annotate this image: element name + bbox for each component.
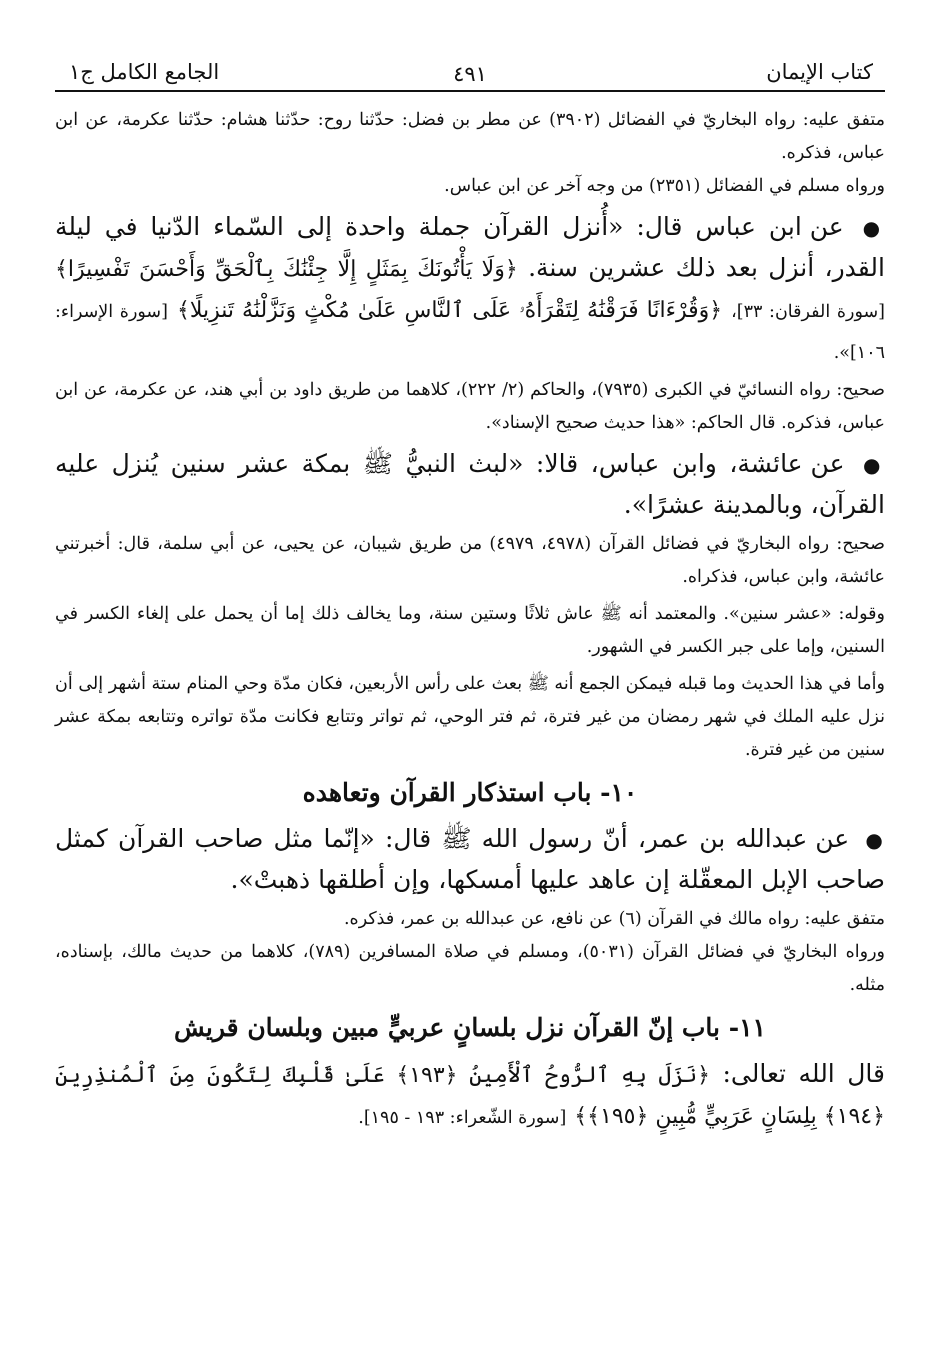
bullet-icon: ● <box>862 216 886 240</box>
intro-text: قال الله تعالى: <box>722 1059 885 1088</box>
quran-verse: ﴿نَزَلَ بِهِ ٱلرُّوحُ ٱلْأَمِينُ ﴿١٩٣﴾ عَلَىٰ قَلْبِكَ لِتَكُونَ مِنَ ٱلْمُنذِرِينَ ﴿١٩٤﴾ بِلِسَانٍ عَرَبِيٍّ مُّبِينٍ ﴿١٩٥﴾﴾ <box>55 1063 885 1129</box>
chapter-heading: ١٠- باب استذكار القرآن وتعاهده <box>302 778 638 807</box>
quran-verse: ﴿وَلَا يَأْتُونَكَ بِمَثَلٍ إِلَّا جِئْنَٰكَ بِٱلْحَقِّ وَأَحْسَنَ تَفْسِيرًا﴾ <box>55 257 518 282</box>
book-title: الجامع الكامل ج١ <box>69 60 220 84</box>
takhrij-note: متفق عليه: رواه البخاريّ في الفضائل (٣٩٠٢) عن مطر بن فضل: حدّثنا روح: حدّثنا هشام: حدّثنا عكرمة، عن ابن عباس، فذكره. <box>55 110 885 163</box>
quran-paragraph <box>55 1054 885 1136</box>
page-header <box>55 48 885 92</box>
hadith-paragraph <box>55 207 885 370</box>
bullet-icon: ● <box>865 828 886 852</box>
takhrij-note: ورواه البخاريّ في فضائل القرآن (٥٠٣١)، ومسلم في صلاة المسافرين (٧٨٩)، كلاهما من حديث مالك، بإسناده، مثله. <box>55 942 885 995</box>
book-page <box>55 48 885 1359</box>
takhrij-note: صحيح: رواه البخاريّ في فضائل القرآن (٤٩٧٨، ٤٩٧٩) من طريق شيبان، عن يحيى، عن أبي سلمة، قال: أخبرتني عائشة، وابن عباس، فذكراه. <box>55 534 885 587</box>
verse-reference: [سورة الإسراء: ١٠٦]». <box>55 302 885 363</box>
commentary-note: وأما في هذا الحديث وما قبله فيمكن الجمع أنه ﷺ بعث على رأس الأربعين، فكان مدّة وحي المنام ستة أشهر إلى أن نزل عليه الملك في شهر رمضان من غير فترة، ثم فتر الوحي، ثم تواتر وتتابع فكانت مدّة تواتره وتتابعه بمكة عشر سنين من غير فترة. <box>55 674 885 760</box>
takhrij-note: صحيح: رواه النسائيّ في الكبرى (٧٩٣٥)، والحاكم (٢/ ٢٢٢)، كلاهما من طريق داود بن أبي هند، عن عكرمة، عن ابن عباس، فذكره. قال الحاكم: «هذا حديث صحيح الإسناد». <box>55 380 885 433</box>
chapter-heading: ١١- باب إنّ القرآن نزل بلسانٍ عربيٍّ مبين وبلسان قريش <box>174 1013 766 1042</box>
page-number: ٤٩١ <box>453 62 487 86</box>
takhrij-note: متفق عليه: رواه مالك في القرآن (٦) عن نافع، عن عبدالله بن عمر، فذكره. <box>343 909 885 929</box>
verse-reference: [سورة الفرقان: ٣٣]، <box>731 302 885 322</box>
hadith-paragraph <box>55 819 885 899</box>
verse-reference: [سورة الشّعراء: ١٩٣ - ١٩٥]. <box>358 1108 567 1128</box>
hadith-text: عن عبدالله بن عمر، أنّ رسول الله ﷺ قال: «إنّما مثل صاحب القرآن كمثل صاحب الإبل المعقّلة إن عاهد عليها أمسكها، وإن أطلقها ذهبتْ». <box>55 824 885 894</box>
chapter-title: كتاب الإيمان <box>766 60 873 84</box>
bullet-icon: ● <box>863 453 885 477</box>
takhrij-note: ورواه مسلم في الفضائل (٢٣٥١) من وجه آخر عن ابن عباس. <box>444 176 885 196</box>
page-content <box>55 92 885 1136</box>
hadith-text: عن عائشة، وابن عباس، قالا: «لبث النبيُّ ﷺ بمكة عشر سنين يُنزل عليه القرآن، وبالمدينة عشرًا». <box>55 449 885 519</box>
quran-verse: ﴿وَقُرْءَانًا فَرَقْنَٰهُ لِتَقْرَأَهُۥ عَلَى ٱلنَّاسِ عَلَىٰ مُكْثٍ وَنَزَّلْنَٰهُ تَنزِيلًا﴾ <box>176 298 723 323</box>
hadith-text: عن ابن عباس قال: «أُنزل القرآن جملة واحدة إلى السّماء الدّنيا في ليلة القدر، أنزل بعد ذلك عشرين سنة. <box>55 212 886 282</box>
commentary-note: وقوله: «عشر سنين». والمعتمد أنه ﷺ عاش ثلاثًا وستين سنة، وما يخالف ذلك إما أن يحمل على إلغاء الكسر في السنين، وإما على جبر الكسر في الشهور. <box>55 604 885 657</box>
hadith-paragraph <box>55 444 885 524</box>
